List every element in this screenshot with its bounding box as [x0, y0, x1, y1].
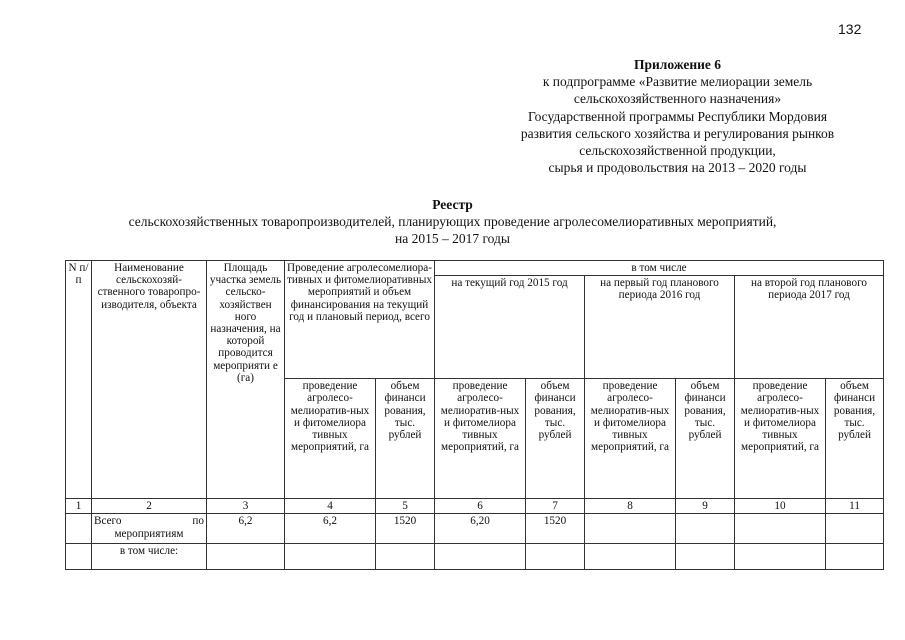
total-area: 6,2: [207, 514, 285, 544]
y2015-ha: 6,20: [435, 514, 526, 544]
cell-empty: [676, 544, 735, 570]
column-numbers-row: [66, 499, 884, 514]
col-number: 4: [285, 499, 376, 514]
col-number: 6: [435, 499, 526, 514]
subheader-volume: объем финанси рования, тыс. рублей: [826, 379, 884, 499]
subheader-conduct: проведение агролесо-мелиоратив-ных и фитомелиора тивных мероприятий, га: [435, 379, 526, 499]
header-name: Наименование сельскохозяй-ственного товаропро-изводителя, объекта: [92, 261, 207, 499]
subheader-conduct: проведение агролесо-мелиоратив-ных и фитомелиора тивных мероприятий, га: [585, 379, 676, 499]
cell-empty: [735, 544, 826, 570]
cell-empty: [66, 514, 92, 544]
header-year-2015: на текущий год 2015 год: [435, 276, 585, 379]
including-row: [66, 544, 884, 570]
col-number: 11: [826, 499, 884, 514]
registry-table: [65, 260, 884, 570]
including-label: в том числе:: [92, 544, 207, 570]
registry-heading: [0, 196, 905, 247]
total-label-2: мероприятиям: [114, 527, 184, 540]
header-year-2016: на первый год планового периода 2016 год: [585, 276, 735, 379]
cell-empty: [435, 544, 526, 570]
col-number: 5: [376, 499, 435, 514]
appendix-line: Государственной программы Республики Мордовия: [527, 108, 828, 124]
col-number: 7: [526, 499, 585, 514]
cell-empty: [376, 544, 435, 570]
cell-empty: [826, 544, 884, 570]
header-area: Площадь участка земель сельско-хозяйствен ного назначения, на которой проводится мероприяти е (га): [207, 261, 285, 499]
registry-subtitle: сельскохозяйственных товаропроизводителей, планирующих проведение агролесомелиоративных мероприятий,: [128, 214, 777, 229]
cell-empty: [207, 544, 285, 570]
subheader-volume: объем финанси рования, тыс. рублей: [526, 379, 585, 499]
col-number: 8: [585, 499, 676, 514]
appendix-line: сельскохозяйственной продукции,: [579, 143, 776, 159]
total-label-left: Всего: [94, 515, 122, 528]
col-number: 3: [207, 499, 285, 514]
appendix-header: [450, 56, 905, 176]
cell-empty: [66, 544, 92, 570]
y2017-rub: [826, 514, 884, 544]
appendix-line: сырья и продовольствия на 2013 – 2020 годы: [548, 160, 807, 176]
y2016-rub: [676, 514, 735, 544]
subheader-volume: объем финанси рования, тыс. рублей: [376, 379, 435, 499]
header-num: N п/п: [66, 261, 92, 499]
cell-empty: [585, 544, 676, 570]
y2017-ha: [735, 514, 826, 544]
col-number: 10: [735, 499, 826, 514]
cell-empty: [526, 544, 585, 570]
total-rub: 1520: [376, 514, 435, 544]
registry-period: на 2015 – 2017 годы: [395, 231, 510, 246]
header-conduct-total: Проведение агролесомелиора-тивных и фитомелиоративных мероприятий и объем финансирования на текущий год и плановый период, всего: [285, 261, 435, 379]
cell-empty: [285, 544, 376, 570]
subheader-conduct: проведение агролесо-мелиоратив-ных и фитомелиора тивных мероприятий, га: [285, 379, 376, 499]
subheader-volume: объем финанси рования, тыс. рублей: [676, 379, 735, 499]
total-ha: 6,2: [285, 514, 376, 544]
header-including: в том числе: [435, 261, 884, 276]
total-row: [66, 514, 884, 544]
col-number: 9: [676, 499, 735, 514]
y2015-rub: 1520: [526, 514, 585, 544]
col-number: 1: [66, 499, 92, 514]
appendix-line: сельскохозяйственного назначения»: [573, 91, 782, 107]
appendix-line: развития сельского хозяйства и регулирования рынков: [520, 125, 835, 141]
header-year-2017: на второй год планового периода 2017 год: [735, 276, 884, 379]
appendix-title: Приложение 6: [633, 57, 722, 72]
page-number: 132: [838, 21, 862, 37]
appendix-line: к подпрограмме «Развитие мелиорации земель: [542, 74, 813, 90]
total-label: [92, 514, 207, 544]
col-number: 2: [92, 499, 207, 514]
y2016-ha: [585, 514, 676, 544]
total-label-right: по: [192, 515, 204, 528]
subheader-conduct: проведение агролесо-мелиоратив-ных и фитомелиора тивных мероприятий, га: [735, 379, 826, 499]
registry-title: Реестр: [432, 197, 473, 212]
